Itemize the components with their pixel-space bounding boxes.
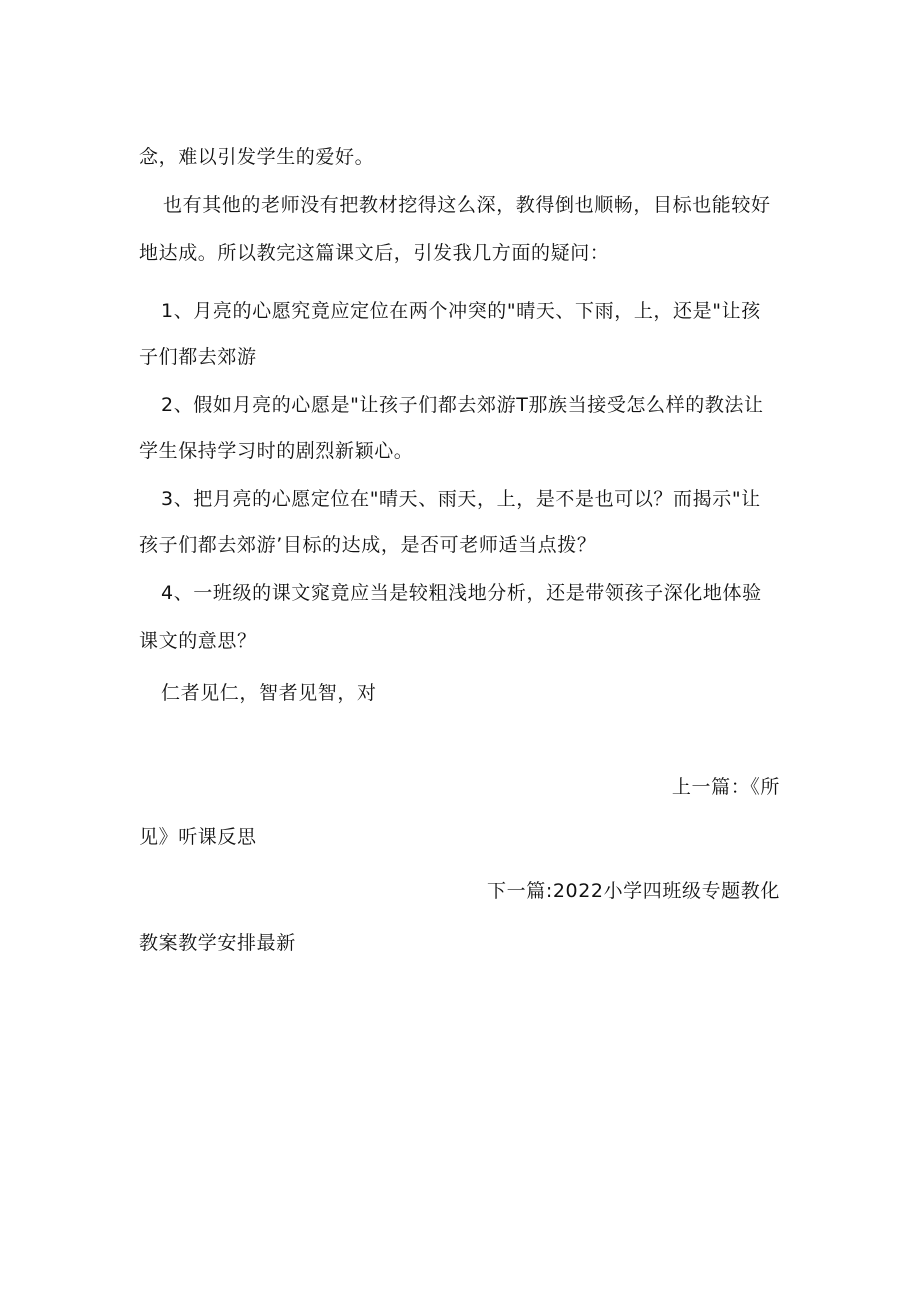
prev-article-link[interactable]: 上一篇：《所 bbox=[671, 776, 780, 798]
question-4-line: 课文的意思？ bbox=[139, 630, 257, 652]
closing-line: 仁者见仁，智者见智，对 bbox=[161, 682, 377, 704]
paragraph-line: 念，难以引发学生的爱好。 bbox=[139, 146, 375, 168]
question-3-line: 3、把月亮的心愿定位在"晴天、雨天，上，是不是也可以？而揭示"让 bbox=[161, 488, 761, 510]
paragraph-line: 地达成。所以教完这篇课文后，引发我几方面的疑问： bbox=[139, 242, 610, 264]
question-1-line: 子们都去郊游 bbox=[139, 346, 257, 368]
next-article-link[interactable]: 下一篇:2022小学四班级专题教化 bbox=[487, 880, 780, 902]
next-article-link-continued[interactable]: 教案教学安排最新 bbox=[139, 932, 296, 954]
question-3-line: 孩子们都去郊游’目标的达成，是否可老师适当点拨？ bbox=[139, 534, 597, 556]
question-2-line: 2、假如月亮的心愿是"让孩子们都去郊游T那族当接受怎么样的教法让 bbox=[161, 394, 764, 416]
paragraph-line: 也有其他的老师没有把教材挖得这么深，教得倒也顺畅，目标也能较好 bbox=[163, 194, 771, 216]
question-4-line: 4、一班级的课文窕竟应当是较粗浅地分析，还是带领孩子深化地体验 bbox=[161, 582, 762, 604]
question-1-line: 1、月亮的心愿究竟应定位在两个冲突的"晴天、下雨，上，还是"让孩 bbox=[161, 300, 761, 322]
prev-article-link-continued[interactable]: 见》听课反思 bbox=[139, 826, 257, 848]
question-2-line: 学生保持学习时的剧烈新颖心。 bbox=[139, 440, 414, 462]
